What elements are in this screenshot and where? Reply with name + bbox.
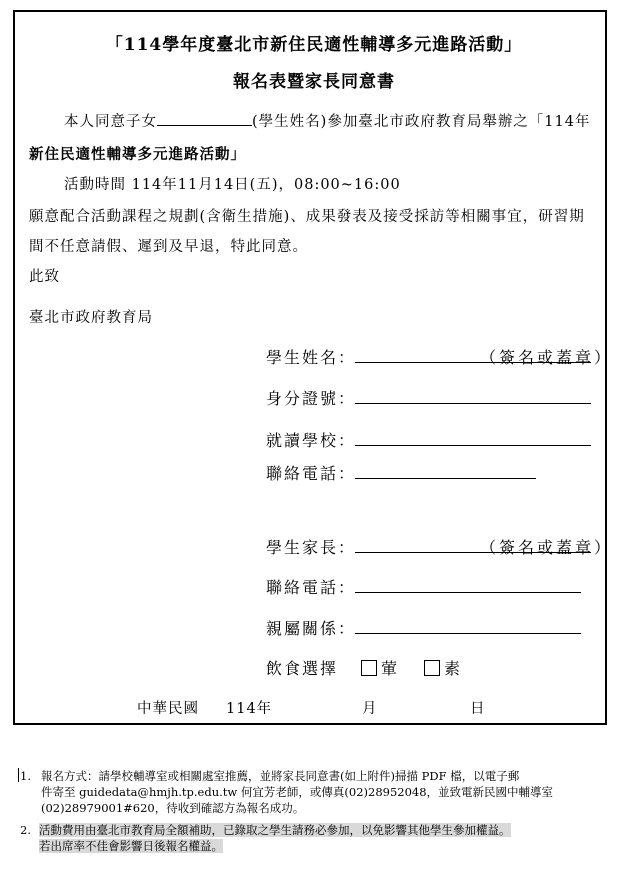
consent-line-1 xyxy=(64,110,591,131)
student-name-label: 學生姓名： xyxy=(266,348,357,367)
note-2-line-2: 若出席率不佳會影響日後報名權益。 xyxy=(39,839,223,853)
student-sign-hint: （簽名或蓋章） xyxy=(480,348,614,367)
parent-phone-label: 聯絡電話： xyxy=(266,578,357,597)
date-year: 114年 xyxy=(226,701,273,717)
consent-line-2: 新住民適性輔導多元進路活動」 xyxy=(29,146,246,163)
student-phone-field[interactable] xyxy=(355,478,536,479)
text-cursor xyxy=(18,768,19,782)
relation-label: 親屬關係： xyxy=(266,619,357,638)
date-roc: 中華民國 xyxy=(137,701,199,717)
school-label: 就讀學校： xyxy=(266,431,357,450)
note-1-line-2: 件寄至 guidedata@hmjh.tp.edu.tw 何宜芳老師，或傳真(02)28952048，並致電新民國中輔導室 xyxy=(41,785,554,799)
vegetarian-checkbox[interactable] xyxy=(424,660,440,676)
vegetarian-option-label: 素 xyxy=(444,659,463,678)
student-phone-label: 聯絡電話： xyxy=(266,464,357,483)
student-name-blank[interactable] xyxy=(157,111,252,126)
relation-field[interactable] xyxy=(355,633,581,634)
commitment-line-1: 願意配合活動課程之規劃(含衛生措施)、成果發表及接受採訪等相關事宜，研習期 xyxy=(29,209,585,225)
date-day: 日 xyxy=(470,701,486,717)
form-title: 「114學年度臺北市新住民適性輔導多元進路活動」 xyxy=(105,35,523,55)
regards: 此致 xyxy=(29,269,60,285)
form-subtitle: 報名表暨家長同意書 xyxy=(233,72,395,92)
id-number-label: 身分證號： xyxy=(266,389,357,408)
parent-sign-hint: （簽名或蓋章） xyxy=(480,538,614,557)
note-1-number: 1. xyxy=(20,769,31,783)
activity-time: 活動時間 114年11月14日(五)，08:00~16:00 xyxy=(64,177,401,193)
note-2-line-1: 活動費用由臺北市教育局全額補助，已錄取之學生請務必參加，以免影響其他學生參加權益。 xyxy=(39,823,511,837)
parent-label: 學生家長： xyxy=(266,538,357,557)
commitment-line-2: 間不任意請假、遲到及早退，特此同意。 xyxy=(29,239,308,255)
recipient: 臺北市政府教育局 xyxy=(29,310,153,326)
parent-phone-field[interactable] xyxy=(355,592,581,593)
consent-line-1-suffix: (學生姓名)參加臺北市政府教育局舉辦之「114年 xyxy=(252,114,591,130)
note-1-line-3: (02)28979001#620，待收到確認方為報名成功。 xyxy=(41,801,305,815)
diet-option-meat[interactable] xyxy=(361,656,399,679)
diet-option-vegetarian[interactable] xyxy=(424,656,462,679)
meat-option-label: 葷 xyxy=(381,659,400,678)
note-1-line-1: 報名方式：請學校輔導室或相關處室推薦，並將家長同意書(如上附件)掃描 PDF 檔，以電子郵 xyxy=(41,769,520,783)
consent-line-1-prefix: 本人同意子女 xyxy=(64,114,157,130)
id-number-field[interactable] xyxy=(355,403,591,404)
note-2-number: 2. xyxy=(20,823,31,837)
date-month: 月 xyxy=(362,701,378,717)
meat-checkbox[interactable] xyxy=(361,660,377,676)
diet-label: 飲食選擇 xyxy=(266,659,339,678)
school-field[interactable] xyxy=(355,445,591,446)
